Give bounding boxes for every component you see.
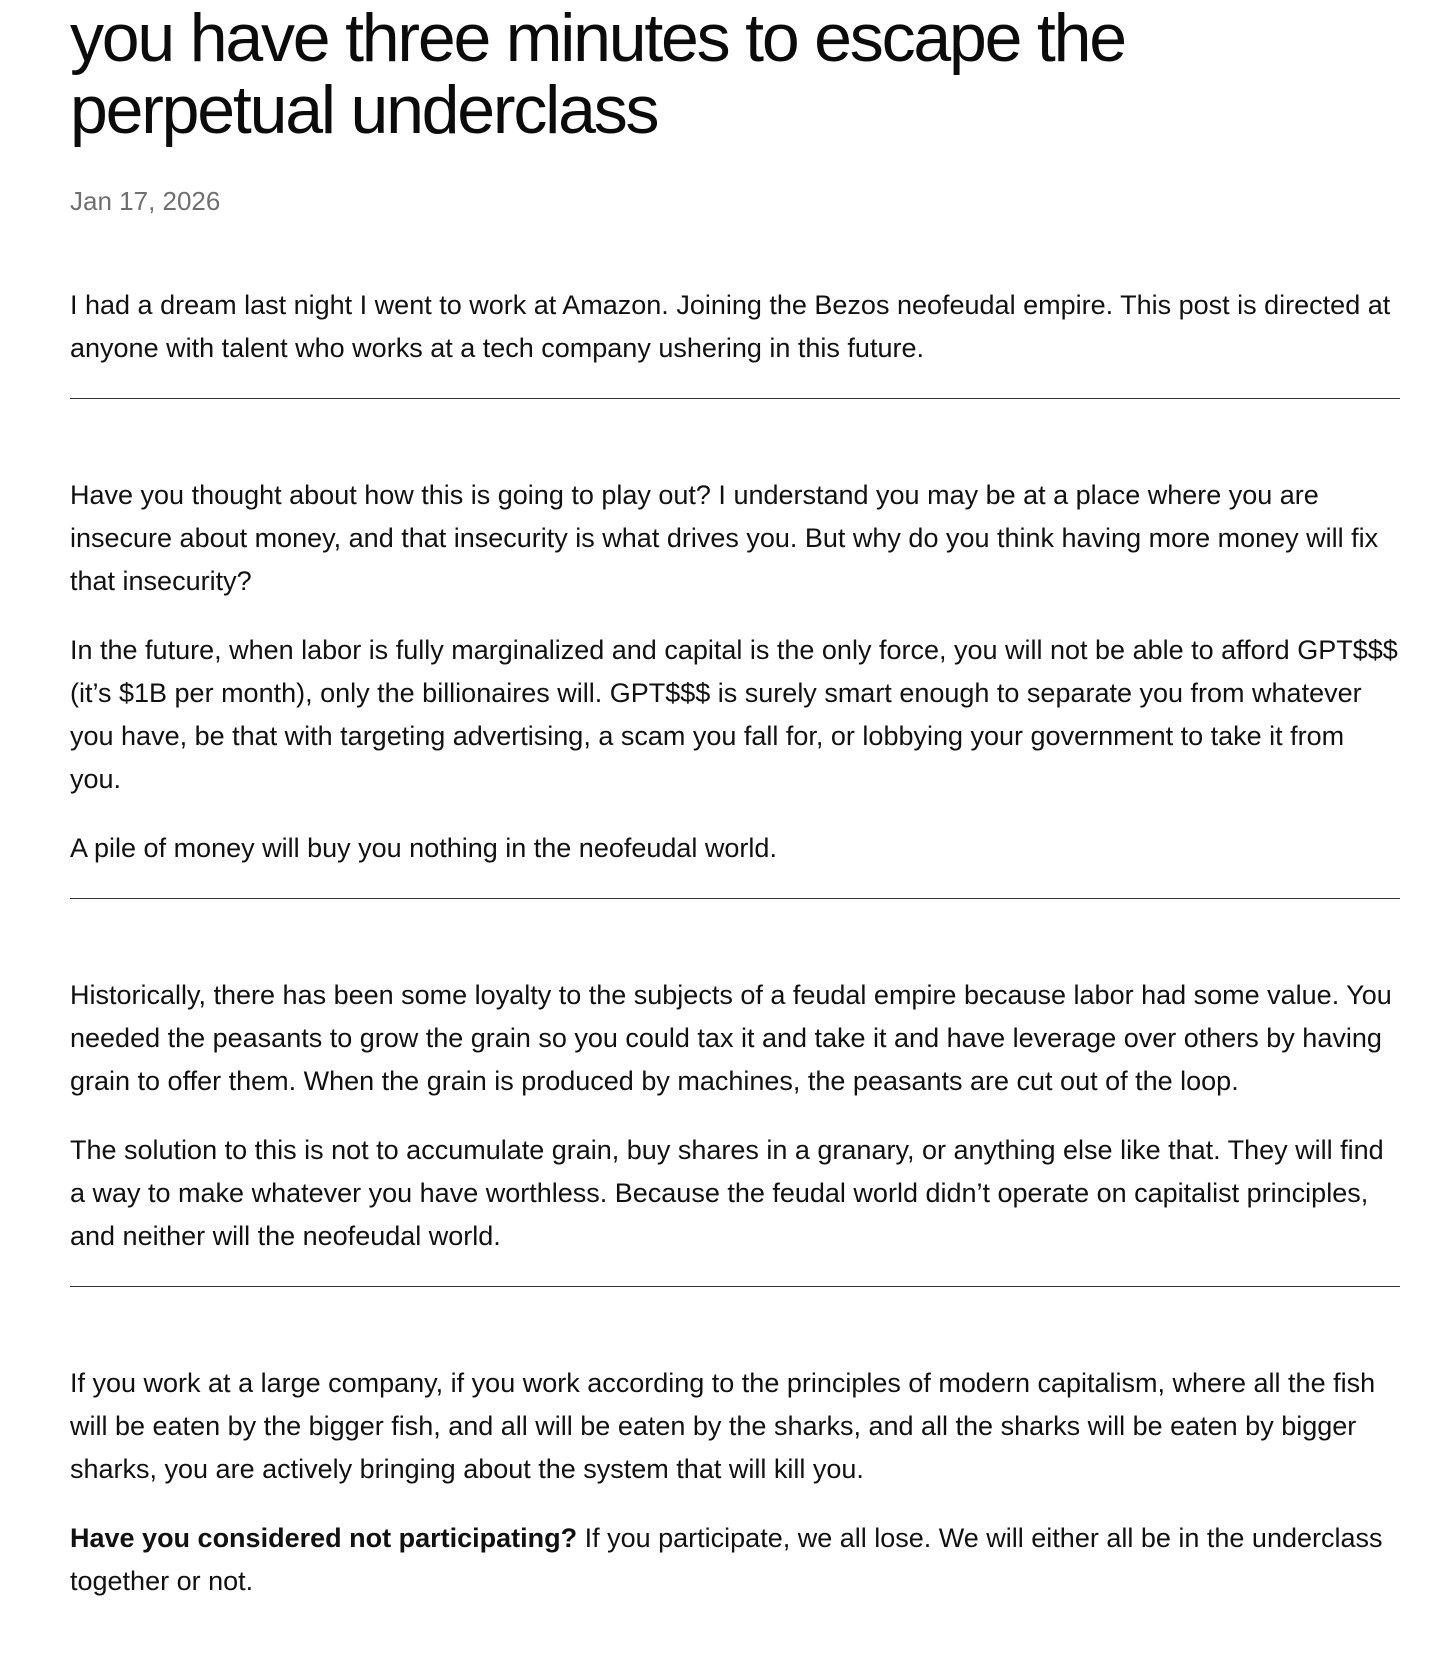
closing-text: If you participate, we all lose. We will either all be in the underclass together or not. [70,1523,1383,1596]
paragraph: If you work at a large company, if you work according to the principles of modern capitalism, where all the fish will be eaten by the bigger fish, and all will be eaten by the sharks, and all the sharks will be eaten by bigger sharks, you are actively bringing about the system that will kill you. [70,1368,1376,1484]
paragraph: Historically, there has been some loyalty to the subjects of a feudal empire because labor had some value. You needed the peasants to grow the grain so you could tax it and take it and have leverage over others by having grain to offer them. When the grain is produced by machines, the peasants are cut out of the loop. [70,980,1392,1096]
section-divider [70,398,1400,399]
article-section-history [70,974,1400,1258]
paragraph: I had a dream last night I went to work at Amazon. Joining the Bezos neofeudal empire. This post is directed at anyone with talent who works at a tech company ushering in this future. [70,290,1391,363]
article-section-conclusion [70,1362,1400,1603]
section-divider [70,898,1400,899]
article-section-money [70,474,1400,870]
paragraph: In the future, when labor is fully marginalized and capital is the only force, you will not be able to afford GPT$$$ (it’s $1B per month), only the billionaires will. GPT$$$ is surely smart enough to separate you from whatever you have, be that with targeting advertising, a scam you fall for, or lobbying your government to take it from you. [70,635,1398,794]
paragraph: The solution to this is not to accumulate grain, buy shares in a granary, or anything else like that. They will find a way to make whatever you have worthless. Because the feudal world didn’t operate on capitalist principles, and neither will the neofeudal world. [70,1135,1384,1251]
closing-paragraph [70,1517,1400,1603]
paragraph: A pile of money will buy you nothing in the neofeudal world. [70,833,777,863]
article-section-intro [70,284,1400,370]
article-title: you have three minutes to escape the perpetual underclass [70,0,1125,148]
publish-date: Jan 17, 2026 [70,186,221,216]
section-divider [70,1286,1400,1287]
article [70,0,1400,1603]
paragraph: Have you thought about how this is going to play out? I understand you may be at a place where you are insecure about money, and that insecurity is what drives you. But why do you think having more money will fix that insecurity? [70,480,1379,596]
closing-question: Have you considered not participating? [70,1523,578,1553]
